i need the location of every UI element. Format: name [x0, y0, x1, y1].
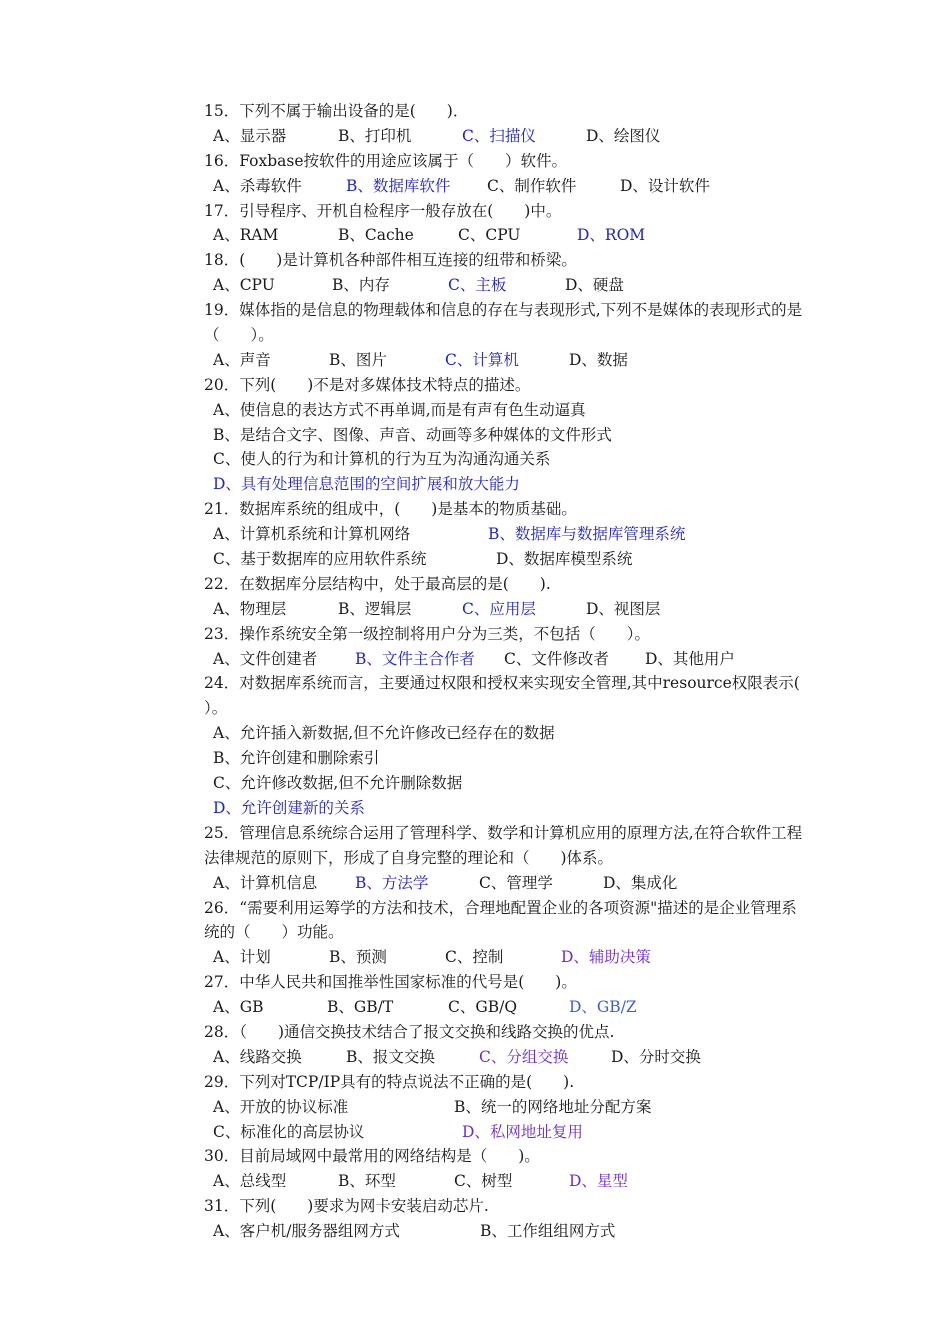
options-18 [204, 273, 864, 298]
option-b-answer: B、方法学 [355, 873, 429, 892]
question-24: 24．对数据库系统而言，主要通过权限和授权来实现安全管理,其中resource权限表示( [204, 674, 800, 693]
option-b: B、环型 [338, 1172, 396, 1191]
question-23: 23．操作系统安全第一级控制将用户分为三类，不包括（ ）。 [204, 624, 650, 643]
option-a: A、计算机信息 [213, 873, 318, 892]
option-c-answer: C、分组交换 [479, 1047, 569, 1066]
option-c-text: C、使人的行为和计算机的行为互为沟通沟通关系 [213, 450, 551, 469]
option-d-answer: D、ROM [577, 226, 646, 245]
option-c: C、文件修改者 [504, 649, 609, 668]
question-21: 21．数据库系统的组成中，( )是基本的物质基础。 [204, 500, 577, 519]
option-a: A、客户机/服务器组网方式 [213, 1222, 400, 1241]
options-31 [204, 1219, 864, 1244]
option-c: C、管理学 [479, 873, 553, 892]
option-b: B、报文交换 [346, 1047, 435, 1066]
option-d-answer: D、星型 [569, 1172, 628, 1191]
option-a [204, 398, 864, 423]
options-19 [204, 348, 864, 373]
option-c-answer: C、扫描仪 [462, 126, 536, 145]
option-c-text: C、允许修改数据,但不允许删除数据 [213, 774, 463, 793]
option-c [204, 447, 864, 472]
option-d: D、硬盘 [565, 276, 624, 295]
question-25-cont: 法律规范的原则下，形成了自身完整的理论和（ )体系。 [204, 848, 614, 867]
question-20: 20．下列( )不是对多媒体技术特点的描述。 [204, 375, 531, 394]
question-27: 27．中华人民共和国推举性国家标准的代号是( )。 [204, 973, 577, 992]
option-b: B、图片 [329, 350, 387, 369]
options-21-row2 [204, 547, 864, 572]
option-c: C、树型 [454, 1172, 513, 1191]
question-26-cont: 统的（ ）功能。 [204, 923, 344, 942]
question-26: 26．“需要利用运筹学的方法和技术，合理地配置企业的各项资源"描述的是企业管理系 [204, 898, 797, 917]
option-b-answer: B、数据库与数据库管理系统 [488, 525, 686, 544]
option-a: A、计算机系统和计算机网络 [213, 525, 411, 544]
option-d-answer [204, 796, 864, 821]
option-b-text: B、是结合文字、图像、声音、动画等多种媒体的文件形式 [213, 425, 612, 444]
option-d: D、其他用户 [645, 649, 735, 668]
option-a: A、开放的协议标准 [213, 1097, 349, 1116]
option-a-text: A、使信息的表达方式不再单调,而是有声有色生动逼真 [213, 400, 586, 419]
option-c-answer: C、主板 [448, 276, 507, 295]
options-27 [204, 995, 864, 1020]
options-23 [204, 647, 864, 672]
option-d: D、集成化 [603, 873, 678, 892]
question-18: 18．( )是计算机各种部件相互连接的纽带和桥梁。 [204, 251, 577, 270]
option-d: D、视图层 [586, 599, 661, 618]
option-a: A、声音 [213, 350, 271, 369]
option-d: D、数据库模型系统 [496, 550, 633, 569]
option-a: A、GB [213, 998, 264, 1017]
option-a: A、显示器 [213, 126, 287, 145]
document-page [204, 99, 864, 1244]
question-19: 19．媒体指的是信息的物理载体和信息的存在与表现形式,下列不是媒体的表现形式的是 [204, 301, 803, 320]
question-19-cont: （ ）。 [204, 326, 274, 345]
option-a: A、CPU [213, 276, 275, 295]
options-16 [204, 174, 864, 199]
option-b: B、内存 [332, 276, 390, 295]
option-a-text: A、允许插入新数据,但不允许修改已经存在的数据 [213, 724, 555, 743]
option-d: D、分时交换 [611, 1047, 701, 1066]
question-25: 25．管理信息系统综合运用了管理科学、数学和计算机应用的原理方法,在符合软件工程 [204, 823, 803, 842]
option-d-answer: D、GB/Z [569, 998, 637, 1017]
options-29-row2 [204, 1120, 864, 1145]
options-22 [204, 597, 864, 622]
option-c: C、GB/Q [448, 998, 518, 1017]
question-16: 16．Foxbase按软件的用途应该属于（ ）软件。 [204, 151, 567, 170]
options-28 [204, 1045, 864, 1070]
option-c-answer: C、应用层 [462, 599, 536, 618]
option-a: A、文件创建者 [213, 649, 318, 668]
option-d: D、设计软件 [620, 176, 710, 195]
option-a: A、杀毒软件 [213, 176, 302, 195]
option-c [204, 771, 864, 796]
option-d-answer [204, 472, 864, 497]
question-24-cont: ）。 [204, 699, 228, 718]
option-c-answer: C、计算机 [445, 350, 519, 369]
question-29: 29．下列对TCP/IP具有的特点说法不正确的是( ). [204, 1072, 575, 1091]
option-d: D、数据 [569, 350, 628, 369]
question-15: 15．下列不属于输出设备的是( )． [204, 102, 469, 120]
option-d-text: D、允许创建新的关系 [213, 798, 365, 817]
option-b: B、逻辑层 [338, 599, 412, 618]
option-b [204, 423, 864, 448]
option-d-answer: D、辅助决策 [561, 948, 651, 967]
option-b: B、Cache [338, 226, 414, 245]
option-c: C、标准化的高层协议 [213, 1122, 365, 1141]
options-15 [204, 124, 864, 149]
options-29-row1 [204, 1095, 864, 1120]
option-b-text: B、允许创建和删除索引 [213, 749, 380, 768]
question-31: 31．下列( )要求为网卡安装启动芯片. [204, 1197, 489, 1216]
option-b: B、预测 [329, 948, 387, 967]
option-a: A、计划 [213, 948, 271, 967]
option-d-answer: D、私网地址复用 [462, 1122, 583, 1141]
option-b-answer: B、文件主合作者 [355, 649, 475, 668]
options-17 [204, 223, 864, 248]
option-b: B、工作组组网方式 [480, 1222, 616, 1241]
option-a: A、RAM [213, 226, 279, 245]
options-30 [204, 1169, 864, 1194]
option-c: C、CPU [458, 226, 521, 245]
option-a: A、总线型 [213, 1172, 287, 1191]
option-c: C、基于数据库的应用软件系统 [213, 550, 427, 569]
option-c: C、制作软件 [487, 176, 577, 195]
options-26 [204, 945, 864, 970]
question-22: 22．在数据库分层结构中，处于最高层的是( ). [204, 574, 551, 593]
options-21-row1 [204, 522, 864, 547]
question-17: 17．引导程序、开机自检程序一般存放在( )中。 [204, 201, 562, 220]
option-c: C、控制 [445, 948, 504, 967]
question-28: 28．（ )通信交换技术结合了报文交换和线路交换的优点. [204, 1022, 615, 1041]
option-d-text: D、具有处理信息范围的空间扩展和放大能力 [213, 475, 520, 494]
option-b-answer: B、数据库软件 [346, 176, 451, 195]
option-d: D、绘图仪 [586, 126, 661, 145]
option-b: B、GB/T [327, 998, 394, 1017]
option-b: B、打印机 [338, 126, 412, 145]
option-a: A、物理层 [213, 599, 287, 618]
option-a [204, 721, 864, 746]
option-b [204, 746, 864, 771]
options-25 [204, 871, 864, 896]
option-b: B、统一的网络地址分配方案 [454, 1097, 652, 1116]
question-30: 30．目前局域网中最常用的网络结构是（ )。 [204, 1147, 540, 1166]
option-a: A、线路交换 [213, 1047, 302, 1066]
